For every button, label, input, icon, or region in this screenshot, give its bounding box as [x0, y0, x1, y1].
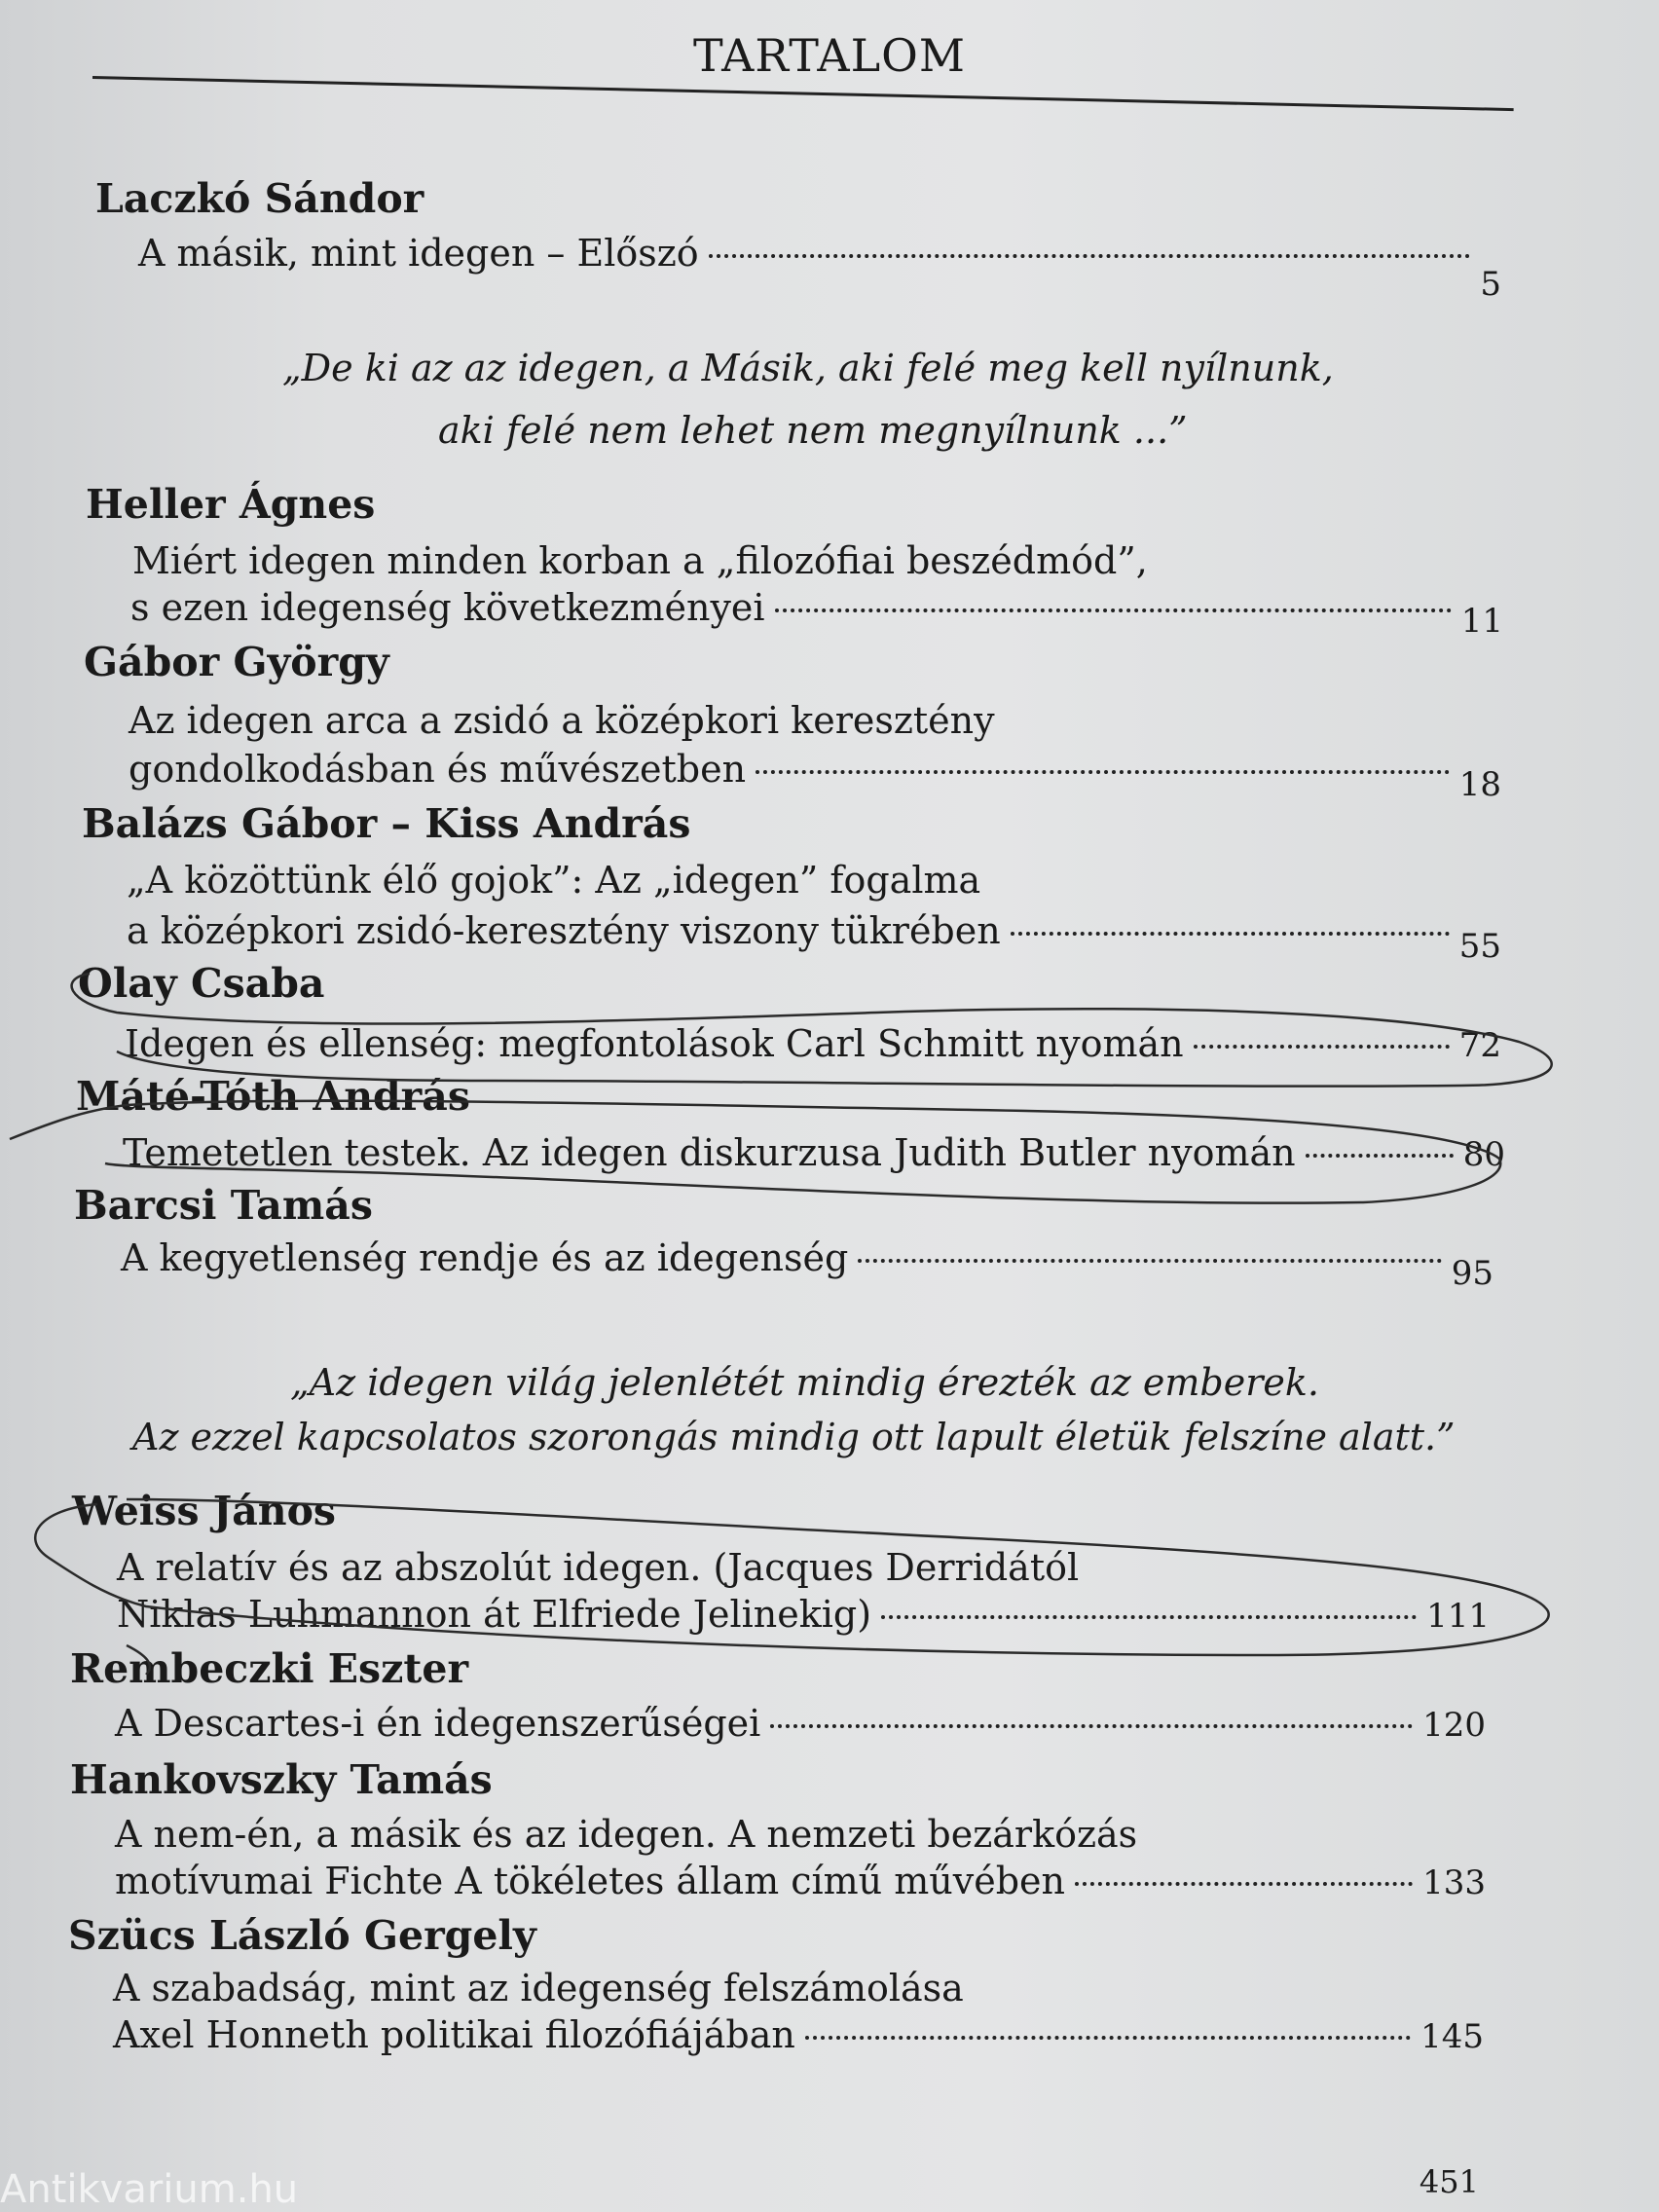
entry-author: Rembeczki Eszter	[70, 1645, 469, 1692]
entry-title: A relatív és az abszolút idegen. (Jacques Derridától	[117, 1546, 1080, 1589]
entry-page-number: 18	[1458, 765, 1501, 804]
entry-page-number: 72	[1458, 1026, 1501, 1065]
entry-author: Heller Ágnes	[86, 481, 376, 528]
entry-author: Máté-Tóth András	[76, 1073, 470, 1120]
entry-title: Temetetlen testek. Az idegen diskurzusa Judith Butler nyomán	[123, 1131, 1296, 1174]
entry-page-number: 95	[1451, 1254, 1493, 1293]
entry-title: a középkori zsidó-keresztény viszony tükrében	[127, 909, 1001, 952]
entry-page-number: 80	[1462, 1135, 1505, 1174]
entry-title: motívumai Fichte A tökéletes állam című művében	[115, 1860, 1065, 1902]
entry-author: Szücs László Gergely	[68, 1912, 536, 1959]
entry-title: „A közöttünk élő gojok”: Az „idegen” fogalma	[127, 859, 981, 902]
entry-page-number: 133	[1422, 1863, 1486, 1902]
entry-title: gondolkodásban és művészetben	[129, 748, 747, 791]
entry-author: Laczkó Sándor	[95, 175, 424, 222]
entry-title: Az idegen arca a zsidó a középkori keresztény	[129, 699, 995, 742]
watermark: Antikvarium.hu	[0, 2167, 299, 2212]
entry-title: A másik, mint idegen – Előszó	[138, 232, 699, 275]
entry-page-number: 120	[1422, 1706, 1486, 1745]
pen-loop-mate-toth	[10, 1101, 1500, 1203]
entry-author: Gábor György	[84, 639, 389, 685]
entry-page-number: 55	[1458, 927, 1501, 966]
page-title: TARTALOM	[693, 29, 966, 82]
epigraph-line: „De ki az az idegen, a Másik, aki felé meg kell nyílnunk,	[282, 347, 1334, 389]
pen-loop-weiss	[35, 1499, 1548, 1675]
epigraph-line: „Az idegen világ jelenlétét mindig érezték az emberek.	[290, 1361, 1319, 1404]
entry-title: A Descartes-i én idegenszerűségei	[115, 1702, 761, 1745]
entry-author: Balázs Gábor – Kiss András	[82, 800, 691, 847]
entry-page-number: 111	[1426, 1597, 1490, 1636]
entry-title: A szabadság, mint az idegenség felszámolása	[113, 1967, 964, 2009]
entry-page-number: 145	[1420, 2017, 1484, 2056]
epigraph-line: Az ezzel kapcsolatos szorongás mindig ott lapult életük felszíne alatt.”	[132, 1416, 1456, 1458]
entry-page-number: 11	[1460, 602, 1503, 641]
entry-title: Axel Honneth politikai filozófiájában	[113, 2013, 795, 2056]
entry-author: Olay Csaba	[78, 960, 325, 1007]
pen-loop-olay	[72, 974, 1552, 1087]
entry-page-number: 5	[1480, 265, 1501, 304]
entry-title: s ezen idegenség következményei	[130, 586, 765, 629]
entry-title: Niklas Luhmannon át Elfriede Jelinekig)	[117, 1593, 872, 1636]
entry-author: Hankovszky Tamás	[70, 1756, 493, 1803]
entry-title: A kegyetlenség rendje és az idegenség	[121, 1236, 849, 1279]
entry-title: Miért idegen minden korban a „filozófiai beszédmód”,	[132, 539, 1148, 582]
entry-title: Idegen és ellenség: megfontolások Carl Schmitt nyomán	[125, 1022, 1184, 1065]
entry-title: A nem-én, a másik és az idegen. A nemzeti bezárkózás	[115, 1813, 1138, 1856]
entry-author: Weiss János	[72, 1488, 337, 1534]
epigraph-line: aki felé nem lehet nem megnyílnunk ...”	[438, 409, 1188, 452]
page-number: 451	[1419, 2163, 1479, 2200]
entry-author: Barcsi Tamás	[74, 1182, 373, 1229]
